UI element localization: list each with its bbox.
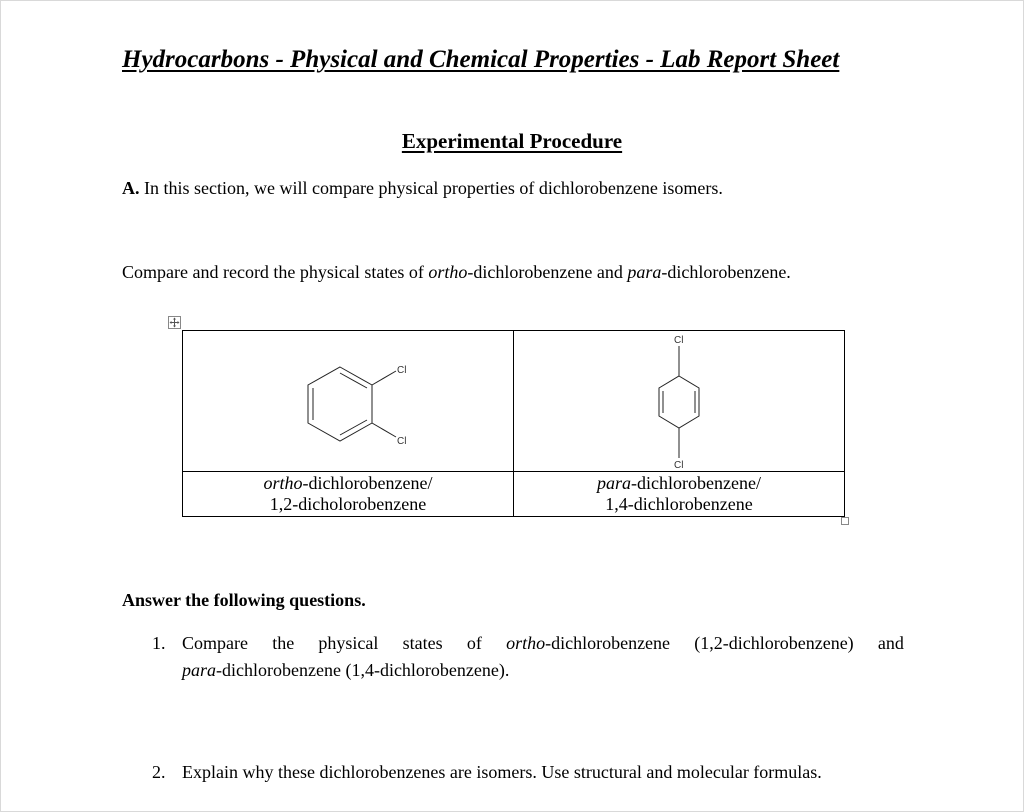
instruction-ortho: ortho bbox=[428, 262, 468, 282]
para-cl-label: Cl bbox=[674, 460, 684, 470]
structures-row bbox=[183, 331, 845, 472]
ortho-common-name bbox=[183, 473, 513, 494]
names-row bbox=[183, 472, 845, 517]
para-name-rest: -dichlorobenzene/ bbox=[631, 473, 761, 493]
question-1 bbox=[152, 630, 904, 684]
q1-ortho-rest: -dichlorobenzene bbox=[545, 633, 671, 653]
ortho-name-cell bbox=[183, 472, 514, 517]
instruction-text-3: -dichlorobenzene. bbox=[661, 262, 791, 282]
ortho-structure-cell bbox=[183, 331, 514, 472]
q1-word: the bbox=[272, 633, 295, 653]
instruction-text-1: Compare and record the physical states of bbox=[122, 262, 429, 282]
para-iupac-name: 1,4-dichlorobenzene bbox=[605, 494, 753, 514]
ortho-cl-label: Cl bbox=[397, 436, 407, 447]
para-dichlorobenzene-structure-icon bbox=[639, 332, 719, 470]
section-heading: Experimental Procedure bbox=[401, 129, 623, 153]
q1-ortho: ortho bbox=[506, 633, 546, 653]
para-common-name bbox=[514, 473, 844, 494]
document-title: Hydrocarbons - Physical and Chemical Properties - Lab Report Sheet bbox=[122, 46, 840, 73]
question-1-line-2 bbox=[182, 657, 904, 684]
q1-and: and bbox=[877, 633, 904, 653]
table-resize-handle[interactable] bbox=[841, 517, 849, 525]
q1-word: states bbox=[402, 633, 443, 653]
para-structure-cell bbox=[514, 331, 845, 472]
section-a-marker: A. bbox=[122, 178, 140, 198]
question-number: 2. bbox=[152, 762, 166, 782]
para-cl-label: Cl bbox=[674, 335, 684, 346]
questions-heading: Answer the following questions. bbox=[122, 590, 366, 610]
q1-word: Compare bbox=[182, 633, 248, 653]
question-2-text: Explain why these dichlorobenzenes are isomers. Use structural and molecular formulas. bbox=[182, 762, 822, 782]
section-a-intro-text: In this section, we will compare physical properties of dichlorobenzene isomers. bbox=[139, 178, 723, 198]
para-name-cell bbox=[514, 472, 845, 517]
instruction-para: para bbox=[627, 262, 662, 282]
q1-paren: (1,2-dichlorobenzene) bbox=[694, 633, 854, 653]
question-number: 1. bbox=[152, 633, 166, 653]
ortho-dichlorobenzene-structure-icon bbox=[278, 346, 418, 456]
q1-line2-rest: -dichlorobenzene (1,4-dichlorobenzene). bbox=[216, 660, 510, 680]
q1-word: physical bbox=[318, 633, 379, 653]
q1-word: of bbox=[466, 633, 482, 653]
ortho-name-rest: -dichlorobenzene/ bbox=[302, 473, 433, 493]
para-prefix: para bbox=[597, 473, 632, 493]
question-2 bbox=[152, 759, 822, 786]
question-1-line-1 bbox=[182, 630, 904, 657]
instruction-text-2: -dichlorobenzene and bbox=[467, 262, 628, 282]
q1-ortho-term bbox=[506, 630, 670, 657]
structures-table bbox=[182, 330, 845, 517]
ortho-cl-label: Cl bbox=[397, 365, 407, 376]
ortho-prefix: ortho bbox=[263, 473, 303, 493]
ortho-iupac-name: 1,2-dicholorobenzene bbox=[269, 494, 427, 514]
q1-para: para bbox=[182, 660, 217, 680]
table-move-handle-icon[interactable] bbox=[168, 316, 181, 329]
section-a-intro bbox=[122, 178, 723, 199]
compare-instruction bbox=[122, 262, 791, 283]
